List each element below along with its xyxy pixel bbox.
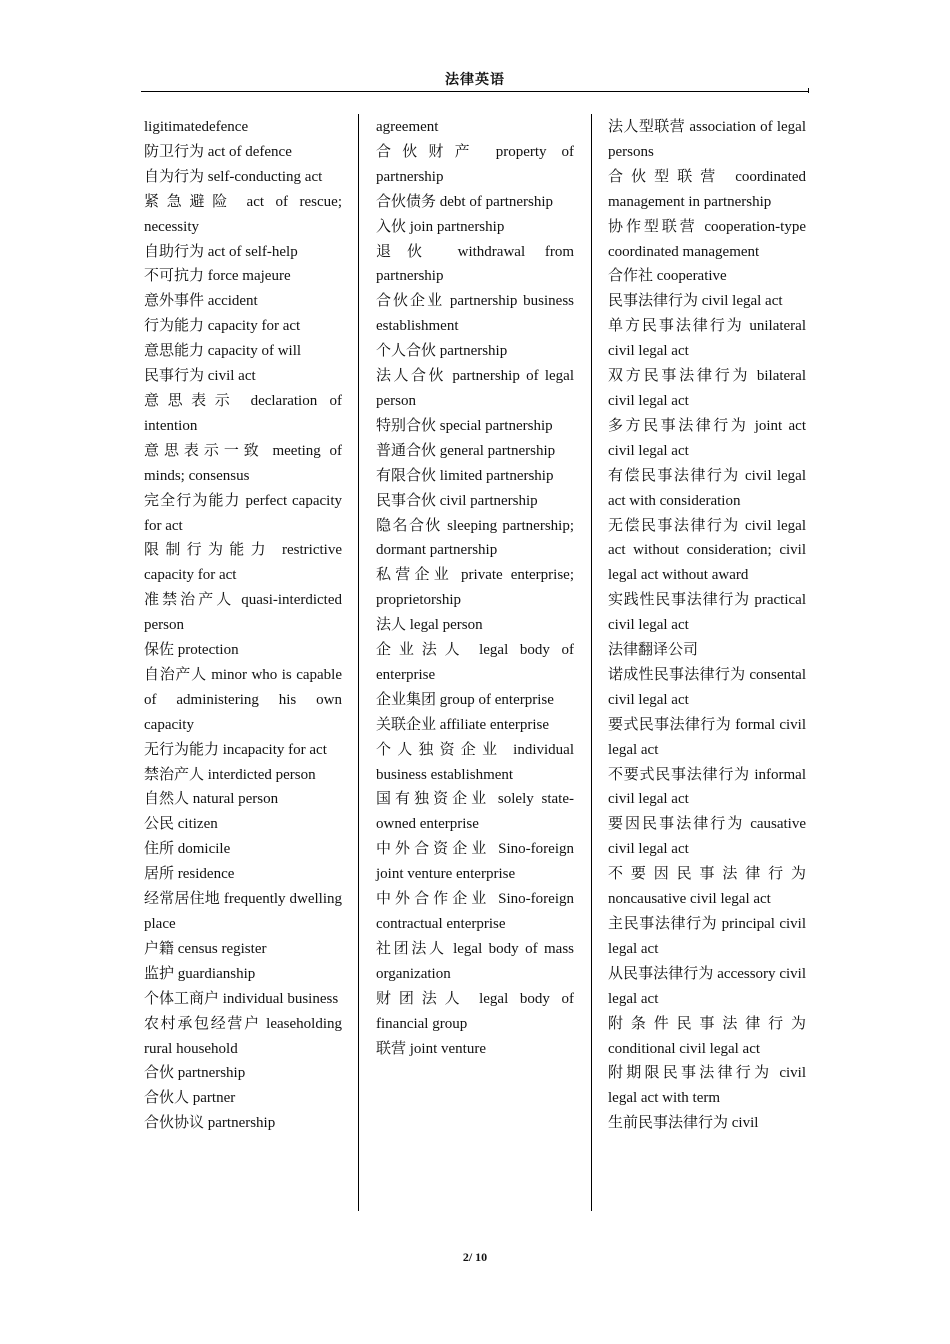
glossary-entry: 有偿民事法律行为 civil legal act with consideration xyxy=(608,467,806,509)
glossary-entry: 合伙债务 debt of partnership xyxy=(376,193,554,210)
glossary-entry: 退伙 withdrawal from partnership xyxy=(376,243,574,285)
glossary-entry: 合伙财产 property of partnership xyxy=(376,143,574,185)
glossary-entry: 监护 guardianship xyxy=(144,965,256,982)
glossary-entry: 附期限民事法律行为 civil legal act with term xyxy=(608,1065,806,1107)
glossary-entry: 合伙协议 partnership xyxy=(144,1115,276,1132)
glossary-entry: 经常居住地 frequently dwelling place xyxy=(144,891,342,932)
glossary-entry: 合伙人 partner xyxy=(144,1090,236,1107)
glossary-entry: 意思能力 capacity of will xyxy=(144,343,302,360)
glossary-entry: 自为行为 self-conducting act xyxy=(144,168,323,185)
glossary-entry: 企业集团 group of enterprise xyxy=(376,691,554,708)
glossary-entry: 主民事法律行为 principal civil legal act xyxy=(608,916,806,957)
glossary-entry: 财团法人 legal body of financial group xyxy=(376,990,574,1032)
glossary-column-1 xyxy=(144,115,342,1136)
glossary-entry: 私营企业 private enterprise; proprietorship xyxy=(376,567,574,609)
glossary-entry: 从民事法律行为 accessory civil legal act xyxy=(608,965,806,1007)
glossary-entry: 行为能力 capacity for act xyxy=(144,318,301,335)
header-rule xyxy=(141,91,808,92)
glossary-entry: 禁治产人 interdicted person xyxy=(144,766,316,783)
glossary-entry: 户籍 census register xyxy=(144,940,267,957)
glossary-entry: 限制行为能力 restrictive capacity for act xyxy=(144,542,342,584)
glossary-entry: 意思表示 declaration of intention xyxy=(144,392,342,434)
glossary-entry: 要式民事法律行为 formal civil legal act xyxy=(608,716,806,758)
glossary-entry: 附条件民事法律行为 conditional civil legal act xyxy=(608,1015,806,1057)
glossary-entry: 民事法律行为 civil legal act xyxy=(608,293,783,310)
glossary-entry: 民事行为 civil act xyxy=(144,368,256,385)
glossary-entry: 特别合伙 special partnership xyxy=(376,417,553,434)
glossary-entry: 不要式民事法律行为 informal civil legal act xyxy=(608,766,806,808)
column-divider-2 xyxy=(591,114,592,1211)
glossary-entry: 住所 domicile xyxy=(144,841,231,858)
glossary-entry: 不要因民事法律行为 noncausative civil legal act xyxy=(608,866,806,908)
glossary-entry: 国有独资企业 solely state-owned enterprise xyxy=(376,791,574,833)
header-rule-tick xyxy=(808,88,809,93)
glossary-column-3 xyxy=(608,115,806,1136)
glossary-entry: 自助行为 act of self-help xyxy=(144,243,298,260)
glossary-entry: 法人 legal person xyxy=(376,617,483,634)
glossary-entry: 双方民事法律行为 bilateral civil legal act xyxy=(608,368,806,409)
glossary-entry: 有限合伙 limited partnership xyxy=(376,467,554,484)
glossary-column-2 xyxy=(376,115,574,1061)
glossary-entry: 民事合伙 civil partnership xyxy=(376,492,538,509)
glossary-entry: agreement xyxy=(376,119,439,135)
glossary-entry: 多方民事法律行为 joint act civil legal act xyxy=(608,417,806,459)
glossary-entry: 合伙 partnership xyxy=(144,1065,246,1082)
glossary-entry: 个人合伙 partnership xyxy=(376,343,508,360)
glossary-entry: 入伙 join partnership xyxy=(376,218,505,235)
page-number: 2/ 10 xyxy=(462,1250,488,1264)
glossary-entry: 社团法人 legal body of mass organization xyxy=(376,940,574,982)
glossary-entry: 协作型联营 cooperation-type coordinated management xyxy=(608,218,806,260)
glossary-entry: 农村承包经营户 leaseholding rural household xyxy=(144,1015,342,1057)
glossary-entry: 居所 residence xyxy=(144,866,235,883)
glossary-entry: 单方民事法律行为 unilateral civil legal act xyxy=(608,318,806,360)
glossary-entry: 无偿民事法律行为 civil legal act without consideration; civil legal act without award xyxy=(608,517,806,584)
glossary-entry: ligitimatedefence xyxy=(144,119,249,135)
glossary-entry: 诺成性民事法律行为 consental civil legal act xyxy=(608,666,806,708)
glossary-entry: 法人合伙 partnership of legal person xyxy=(376,368,574,409)
glossary-entry: 合伙型联营 coordinated management in partnership xyxy=(608,168,806,210)
glossary-entry: 完全行为能力 perfect capacity for act xyxy=(144,492,342,534)
glossary-entry: 要因民事法律行为 causative civil legal act xyxy=(608,816,806,858)
glossary-entry: 法律翻译公司 xyxy=(608,642,699,659)
glossary-entry: 个人独资企业 individual business establishment xyxy=(376,741,574,783)
glossary-entry: 公民 citizen xyxy=(144,816,218,833)
glossary-entry: 关联企业 affiliate enterprise xyxy=(376,716,549,733)
glossary-entry: 无行为能力 incapacity for act xyxy=(144,741,327,758)
glossary-entry: 合作社 cooperative xyxy=(608,268,727,285)
glossary-entry: 中外合资企业 Sino-foreign joint venture enterprise xyxy=(376,841,574,883)
glossary-entry: 保佐 protection xyxy=(144,642,239,659)
glossary-entry: 准禁治产人 quasi-interdicted person xyxy=(144,592,342,634)
glossary-entry: 意思表示一致 meeting of minds; consensus xyxy=(144,442,342,484)
glossary-entry: 自治产人 minor who is capable of administering his own capacity xyxy=(144,666,342,733)
glossary-entry: 不可抗力 force majeure xyxy=(144,268,291,285)
column-divider-1 xyxy=(358,114,359,1211)
page-header-title: 法律英语 xyxy=(445,72,505,88)
glossary-entry: 法人型联营 association of legal persons xyxy=(608,119,806,160)
glossary-entry: 中外合作企业 Sino-foreign contractual enterprise xyxy=(376,891,574,932)
glossary-entry: 普通合伙 general partnership xyxy=(376,442,556,459)
glossary-entry: 防卫行为 act of defence xyxy=(144,143,292,160)
glossary-entry: 个体工商户 individual business xyxy=(144,990,339,1007)
glossary-entry: 隐名合伙 sleeping partnership; dormant partnership xyxy=(376,517,574,559)
glossary-entry: 意外事件 accident xyxy=(144,293,258,310)
glossary-entry: 生前民事法律行为 civil xyxy=(608,1115,759,1132)
glossary-entry: 紧急避险 act of rescue; necessity xyxy=(144,193,342,235)
glossary-entry: 企业法人 legal body of enterprise xyxy=(376,642,574,683)
glossary-entry: 实践性民事法律行为 practical civil legal act xyxy=(608,592,806,634)
glossary-entry: 联营 joint venture xyxy=(376,1040,486,1057)
glossary-entry: 合伙企业 partnership business establishment xyxy=(376,293,574,335)
glossary-entry: 自然人 natural person xyxy=(144,791,279,808)
